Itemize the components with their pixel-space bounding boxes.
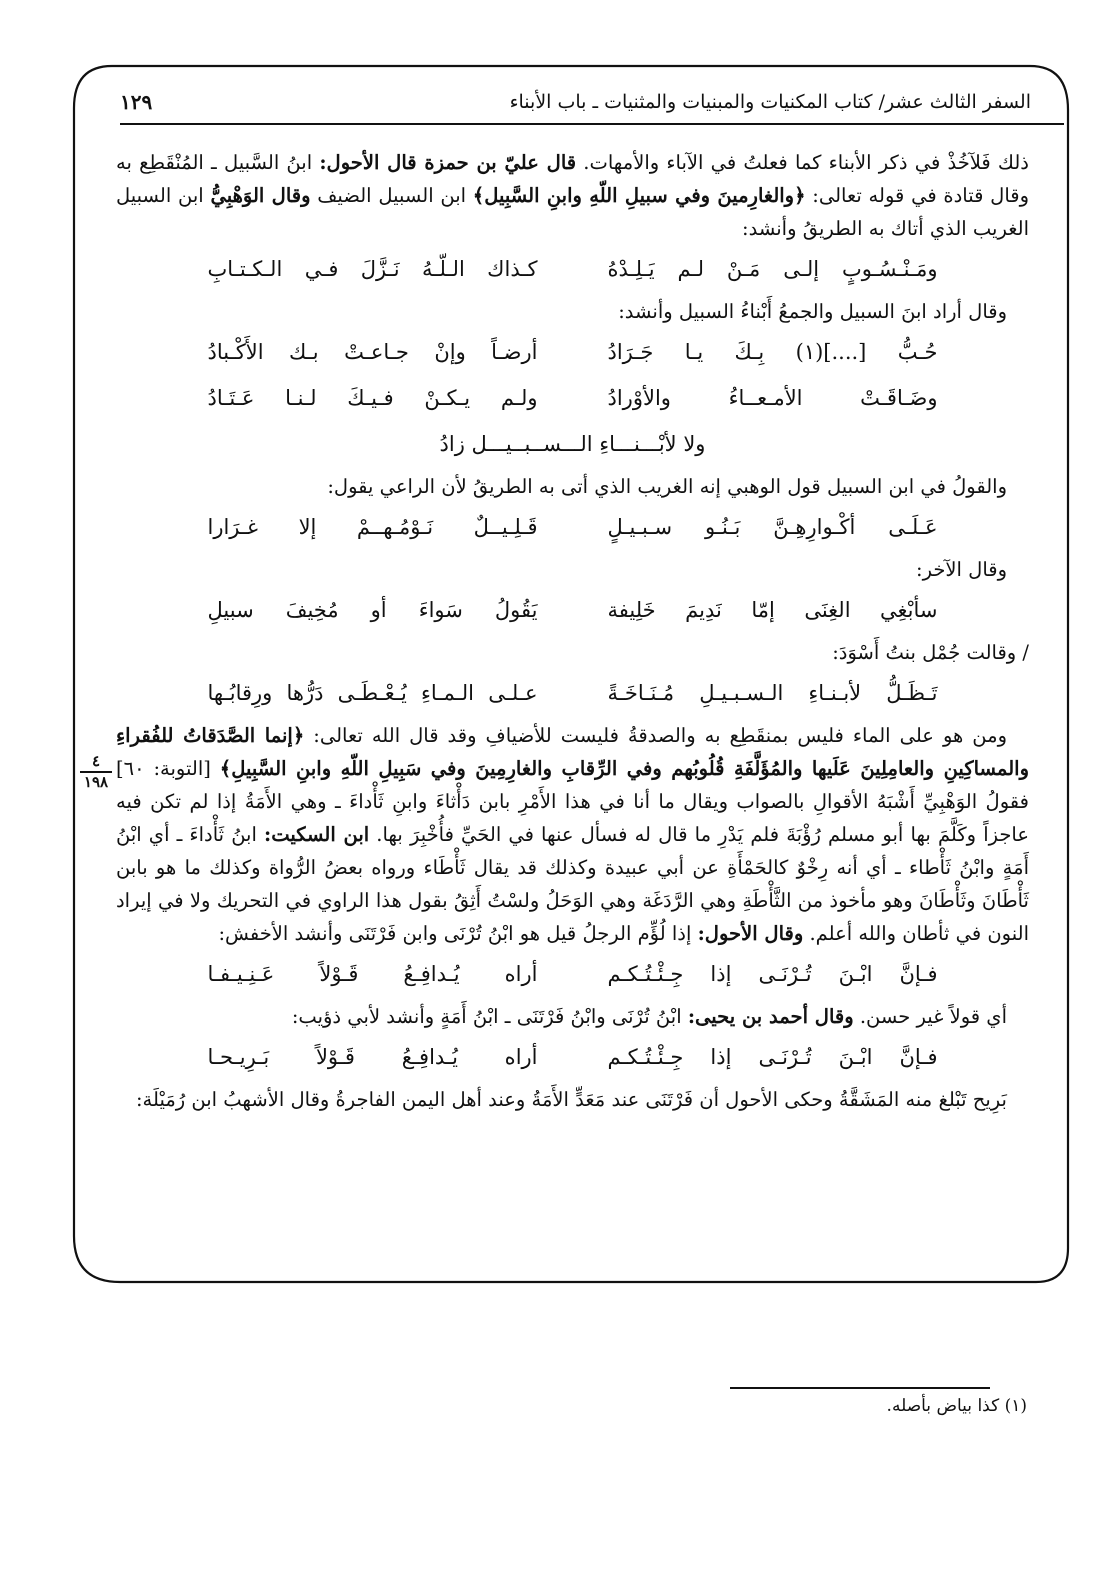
verse-hemistich-left: أراه يُـدافِـعُ قَـوْلاً عَـنِـيـفـا: [207, 962, 538, 986]
margin-note-top: ٤: [91, 752, 101, 770]
verse-3: [116, 378, 1029, 418]
verse-hemistich-left: كـذاك الـلّـهُ نَـزَّلَ فـي الـكـتـابِ: [207, 257, 538, 281]
verse-hemistich-left: أراه يُـدافِـعُ قَـوْلاً بَـرِيـحـا: [207, 1045, 538, 1069]
verse-8: [116, 954, 1029, 994]
paragraph-3: والقولُ في ابن السبيل قول الوهبي إنه الغريب الذي أتى به الطريقُ لأن الراعي يقول:: [327, 475, 1007, 498]
verse-hemistich-right: فـإنَّ ابْـنَ تُـرْنَـى إذا جِـئْـتُـكـم: [607, 1045, 938, 1069]
verse-hemistich-right: فـإنَّ ابْـنَ تُـرْنَـى إذا جِـئْـتُـكـم: [607, 962, 938, 986]
running-header: [120, 82, 1031, 122]
bold-attribution: وقال الأحول:: [697, 922, 804, 945]
text-span: ذلك فَلآخُذْ في ذكر الأبناء كما فعلتُ في الآباء والأمهات.: [583, 151, 1029, 174]
verse-5: [116, 507, 1029, 547]
verse-single-line: ولا لأبْـــنـــاءِ الـــســبــيـــل زادُ: [439, 432, 706, 456]
paragraph-6: [116, 719, 1029, 950]
verse-hemistich-left: قَـلِـيــلٌ نَـوْمُـهــمْ إلا غـرَارا: [207, 515, 538, 539]
text-span: [التوبة: ٦٠] فقولُ الوَهْبِيِّ أَشْبَهُ الأقوالِ بالصواب ويقال ما أنا في هذا الأَمْرِ بابن دَأْثاءَ وابنِ ثَأْداءَ ـ وهي الأَمَةُ إذا لم تكن فيه عاجزاً وكَلَّمَ بها أبو مسلم رُؤْبَةَ فلم يَدْرِ ما قال له فسأل عنها في الحَيِّ فأُخْبِرَ بها.: [116, 757, 1029, 846]
verse-7: [116, 673, 1029, 713]
quran-quote: ﴿والغارِمينَ وفي سبيلِ اللّهِ وابنِ السَّبِيل﴾: [472, 184, 806, 207]
bold-attribution: وقال أحمد بن يحيى:: [687, 1005, 854, 1028]
bold-attribution: ابن السكيت:: [264, 823, 370, 846]
header-title: السفر الثالث عشر/ كتاب المكنيات والمبنيات والمثنيات ـ باب الأبناء: [509, 91, 1031, 113]
verse-hemistich-right: ومَـنْـسُـوبٍ إلـى مَـنْ لـم يَـلِـدْهُ: [607, 257, 938, 281]
verse-9: [116, 1037, 1029, 1077]
text-span: ابن السبيل الضيف: [317, 184, 467, 207]
verse-2: [116, 332, 1029, 372]
verse-4: [116, 424, 1029, 464]
verse-hemistich-left: أرضـاً وإنْ جـاعـتْ بـك الأَكْـبادُ: [207, 340, 538, 364]
text-span: إذا لُؤِّم الرجلُ قيل هو ابْنُ تُرْنَى وابن فَرْتَنَى وأنشد الأخفش:: [218, 922, 692, 945]
margin-note-bottom: ١٩٨: [83, 773, 109, 791]
bold-attribution: قال عليّ بن حمزة قال الأحول:: [319, 151, 577, 174]
verse-hemistich-left: يَقُولُ سَواءَ أو مُخِيفَ سبيلِ: [207, 598, 538, 622]
text-span: ابنُ ثَأْداءَ ـ أي ابْنُ أَمَةٍ وابْنُ ثَأْطاء ـ أي أنه رِخْوٌ كالحَمْأَةِ عن أبي عبيدة وكذلك قد يقال ثَأْطَاء ورواه بعضُ الرُّواة وكذلك ما هو بابن ثَأْطَانَ وثَأْطَانَ وهو مأخوذ من الثَّأْطَةِ وهي الرَّدَغَة وهي الوَحَلُ ولسْتُ أَثِقُ بقول هذا الراوي في التحريك ولا في إيراد النون في ثأطان والله أعلم.: [116, 823, 1029, 945]
footnote: (١) كذا بياض بأصله.: [886, 1396, 1027, 1416]
main-text: [116, 146, 1029, 1116]
verse-hemistich-left: عـلـى الـمـاءِ يُـعْـطَـى دَرُّها ورِقابُـها: [207, 681, 538, 705]
text-span: ابْنُ تُرْنَى وابْنُ فَرْتَنَى ـ ابْنُ أَمَةٍ وأنشد لأبي ذؤيب:: [291, 1005, 682, 1028]
verse-hemistich-left: ولـم يـكـنْ فـيـكَ لـنـا عَـتَـادُ: [207, 386, 538, 410]
paragraph-4: وقال الآخر:: [916, 558, 1007, 581]
verse-hemistich-right: تَـظَـلُّ لأبـنـاءِ الـسـبـيـلِ مُـنَـاخَـةً: [607, 681, 938, 705]
text-span: أي قولاً غير حسن.: [859, 1005, 1007, 1028]
verse-hemistich-right: عَـلَـى أكْـوارِهِـنَّ بَـنُـو سـبـيـلٍ: [607, 515, 938, 539]
verse-6: [116, 590, 1029, 630]
verse-1: [116, 249, 1029, 289]
paragraph-8: بَرِيح تَبْلغ منه المَشَقَّةُ وحكى الأحول أن فَرْتَنَى عند مَعَدٍّ الأَمَةُ وعند أهل اليمن الفاجرةُ وقال الأشهبُ ابن رُمَيْلَة:: [135, 1088, 1007, 1111]
footnote-rule: [730, 1387, 990, 1389]
text-span: ابن السبيل الغريب الذي أتاك به الطريقُ وأنشد:: [116, 184, 1029, 240]
verse-hemistich-right: حُـبُّ [....](١) بِـكَ يـا جَـرَادُ: [607, 340, 938, 364]
bold-attribution: وقال الوَهْبِيُّ: [210, 184, 311, 207]
paragraph-5: / وقالت جُمْل بنتُ أَسْوَدَ:: [832, 641, 1029, 664]
paragraph-2: وقال أراد ابنَ السبيل والجمعُ أَبْناءُ السبيل وأنشد:: [618, 300, 1007, 323]
page-number: ١٢٩: [120, 90, 153, 114]
verse-hemistich-right: وضَـاقَـتْ الأمـعــاءُ والأوْرادُ: [607, 386, 938, 410]
margin-folio-note: [76, 753, 116, 791]
verse-hemistich-right: سأبْغِي الغِنَى إمّا نَدِيمَ خَلِيفة: [607, 598, 938, 622]
text-span: ومن هو على الماء فليس بمنقَطِع به والصدقةُ فليست للأضيافِ وقد قال الله تعالى:: [313, 724, 1008, 747]
paragraph-7: [116, 1000, 1029, 1033]
text-span: ابنُ السَّبيل ـ المُنْقَطِع به وقال قتادة في قوله تعالى:: [116, 151, 1030, 207]
quran-quote: ﴿إنما الصَّدَقاتُ للفُقراءِ والمساكِينِ والعامِلِينَ عَلَيها والمُؤَلَّفَةِ قُلُوبُهم وفي الرِّقابِ والغارِمِينَ وفي سَبِيلِ اللّهِ وابنِ السَّبِيلِ﴾: [116, 724, 1029, 780]
paragraph-1: [116, 146, 1029, 245]
